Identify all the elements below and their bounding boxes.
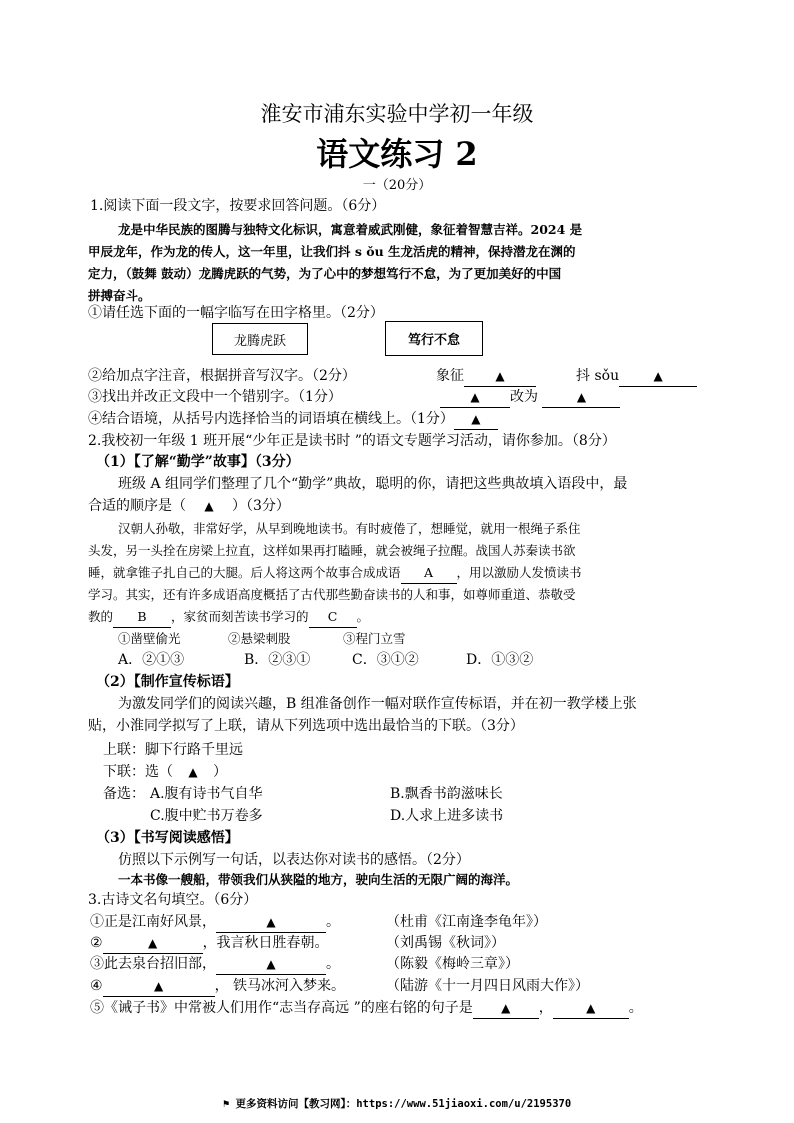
- poem-source-3: （陈毅《梅岭三章》）: [386, 956, 519, 972]
- label-xiangzheng: 象征: [436, 368, 464, 384]
- story-text: ，用以激励人发愤读书: [456, 565, 582, 580]
- story-line: [88, 563, 582, 584]
- poem-source-2: （刘禹锡《秋词》）: [386, 935, 505, 951]
- q1-sub3: ③找出并改正文段中一个错别字。（1分）: [88, 389, 342, 405]
- q2-part1-title: （1）【了解“勤学”故事】（3分）: [96, 454, 300, 470]
- q1-sub1: ①请任选下面的一幅字临写在田字格里。（2分）: [88, 305, 384, 321]
- q1-stem: 1.阅读下面一段文字，按要求回答问题。（6分）: [90, 198, 386, 214]
- couplet-option-a[interactable]: A.腹有诗书气自华: [150, 786, 263, 802]
- couplet-option-d[interactable]: D.人求上进多读书: [390, 808, 504, 824]
- poem-line-3: [90, 954, 340, 975]
- poem-text: ，我言秋日胜春朝。: [202, 935, 329, 951]
- couplet-option-b[interactable]: B.飘香书韵滋味长: [390, 786, 503, 802]
- idiom-option: ③程门立雪: [343, 631, 406, 646]
- poem-text: 。: [628, 1000, 643, 1016]
- q2-part1-line: [88, 496, 290, 516]
- answer-blank[interactable]: [216, 912, 326, 933]
- story-line: 汉朝人孙敬，非常好学，从早到晚地读书。有时疲倦了，想睡觉，就用一根绳子系住: [118, 521, 581, 536]
- story-line: [88, 607, 369, 628]
- calligraphy-box-1-text: 龙腾虎跃: [233, 333, 286, 349]
- story-text: 教的: [88, 609, 114, 624]
- page-title: 语文练习 2: [316, 135, 478, 173]
- calligraphy-box-2[interactable]: [385, 321, 483, 356]
- story-text: 睡，就拿锥子扎自己的大腿。后人将这两个故事合成成语: [88, 565, 401, 580]
- couplet-lower: [103, 762, 227, 782]
- q1-paragraph-line: 龙是中华民族的图腾与独特文化标识，寓意着威武刚健，象征着智慧吉祥。2024 是: [118, 222, 583, 237]
- story-line: 学习。其实，还有许多成语高度概括了古代那些勤奋读书的人和事，如尊师重道、恭敬受: [88, 587, 576, 602]
- q3-stem: 3.古诗文名句填空。（6分）: [88, 892, 258, 908]
- choice-c[interactable]: C．③①②: [352, 652, 419, 668]
- q1-sub2: ②给加点字注音，根据拼音写汉字。（2分）: [88, 368, 356, 384]
- poem-text: ，: [538, 1000, 553, 1016]
- q1-paragraph-line: 拼搏奋斗。: [88, 288, 151, 303]
- q2-part2-line: 贴，小淮同学拟写了上联，请从下列选项中选出最恰当的下联。（3分）: [88, 718, 524, 734]
- q2-part2-title: （2）【制作宣传标语】: [96, 674, 239, 690]
- school-heading: 淮安市浦东实验中学初一年级: [260, 102, 534, 126]
- footer-text: 更多资料访问【教习网】：https://www.51jiaoxi.com/u/2195370: [235, 1098, 572, 1110]
- couplet-lower-text: ）: [213, 764, 227, 780]
- couplet-upper: 上联：脚下行路千里远: [103, 742, 243, 758]
- answer-marker: ▲: [204, 499, 214, 513]
- poem-text: 。: [326, 956, 340, 972]
- couplet-lower-text: 下联：选（: [103, 764, 173, 780]
- q2-part3-example: 一本书像一艘船，带领我们从狭隘的地方，驶向生活的无限广阔的海洋。: [118, 872, 519, 887]
- flag-icon: ⚑: [222, 1098, 230, 1110]
- answer-blank[interactable]: [216, 954, 326, 975]
- answer-blank[interactable]: [454, 409, 498, 430]
- calligraphy-box-2-text: 笃行不怠: [407, 333, 460, 348]
- answer-marker: ▲: [471, 412, 481, 426]
- couplet-option-c[interactable]: C.腹中贮书万卷多: [150, 808, 263, 824]
- q2-part1-text: 合适的顺序是（: [88, 498, 186, 514]
- answer-marker: ▲: [188, 765, 198, 779]
- story-text: 。: [356, 609, 370, 624]
- poem-text: ①正是江南好风景，: [90, 914, 216, 930]
- answer-blank[interactable]: [619, 366, 697, 387]
- options-label: 备选：: [103, 786, 145, 802]
- q1-paragraph-line: 甲辰龙年，作为龙的传人，这一年里，让我们抖 s ǒu 生龙活虎的精神，保持潜龙在渊的: [88, 244, 576, 259]
- blank-b[interactable]: [113, 607, 171, 628]
- label-gaiwei: 改为: [510, 389, 538, 405]
- blank-c-label: C: [327, 609, 338, 624]
- q2-part1-line: 班级 A 组同学们整理了几个“勤学”典故，聪明的你，请把这些典故填入语段中，最: [118, 476, 628, 492]
- answer-marker: ▲: [470, 390, 480, 404]
- poem-text: ， 铁马冰河入梦来。: [214, 978, 346, 994]
- answer-blank[interactable]: [464, 366, 536, 387]
- q2-part3-line: 仿照以下示例写一句话，以表达你对读书的感悟。（2分）: [118, 852, 470, 868]
- idiom-option: ②悬梁刺股: [228, 631, 291, 646]
- q1-sub4: [88, 409, 498, 430]
- blank-c[interactable]: [309, 607, 357, 628]
- poem-text: ②: [90, 935, 103, 951]
- answer-blank[interactable]: [103, 976, 215, 997]
- q2-stem: 2.我校初一年级 1 班开展“少年正是读书时 ”的语文专题学习活动，请你参加。（8分）: [88, 433, 616, 449]
- answer-blank[interactable]: [103, 933, 203, 954]
- answer-marker: ▲: [266, 915, 276, 929]
- choice-a[interactable]: A．②①③: [118, 652, 185, 668]
- poem-source-4: （陆游《十一月四日风雨大作》）: [386, 978, 589, 994]
- q1-sub4-text: ④结合语境，从括号内选择恰当的词语填在横线上。（1分）: [88, 411, 454, 427]
- answer-marker: ▲: [147, 936, 158, 950]
- answer-marker: ▲: [501, 1001, 511, 1015]
- answer-blank[interactable]: [542, 387, 620, 408]
- answer-marker: ▲: [266, 957, 276, 971]
- poem-line-1: [90, 912, 340, 933]
- blank-b-label: B: [137, 609, 147, 624]
- q2-part1-text: ）（3分）: [232, 498, 290, 514]
- answer-blank[interactable]: [553, 998, 629, 1019]
- q1-paragraph-line: 定力，（鼓舞 鼓动）龙腾虎跃的气势，为了心中的梦想笃行不怠，为了更加美好的中国: [88, 266, 562, 281]
- blank-a[interactable]: [401, 563, 457, 584]
- poem-line-5: [90, 998, 643, 1019]
- section-score: 一（20分）: [362, 178, 432, 193]
- poem-text: ⑤《诫子书》中常被人们用作“志当存高远 ”的座右铭的句子是: [90, 1000, 473, 1016]
- answer-blank[interactable]: [173, 762, 213, 782]
- poem-text: ③此去泉台招旧部，: [90, 956, 216, 972]
- q1-sub2-answer-a: [436, 366, 536, 387]
- label-dou-sou: 抖 sǒu: [576, 368, 620, 384]
- idiom-option: ①凿壁偷光: [118, 631, 181, 646]
- q1-sub2-answer-b: [576, 366, 697, 387]
- calligraphy-box-1[interactable]: [212, 323, 308, 355]
- q2-part2-line: 为激发同学们的阅读兴趣，B 组准备创作一幅对联作宣传标语，并在初一教学楼上张: [118, 696, 637, 712]
- answer-marker: ▲: [576, 390, 587, 404]
- answer-marker: ▲: [495, 369, 505, 383]
- answer-marker: ▲: [653, 369, 663, 383]
- q1-sub3-answer: [440, 387, 620, 408]
- blank-a-label: A: [424, 565, 434, 580]
- answer-blank[interactable]: [440, 387, 510, 408]
- choice-b[interactable]: B．②③①: [244, 652, 311, 668]
- poem-line-4: [90, 976, 345, 997]
- answer-blank[interactable]: [186, 496, 232, 516]
- answer-marker: ▲: [586, 1001, 596, 1015]
- poem-line-2: [90, 933, 329, 954]
- poem-text: ④: [90, 978, 103, 994]
- story-text: ，家贫而刻苦读书学习的: [171, 609, 309, 624]
- footer-link[interactable]: [0, 1096, 794, 1111]
- poem-text: 。: [326, 914, 340, 930]
- choice-d[interactable]: D．①③②: [466, 652, 534, 668]
- q2-part3-title: （3）【书写阅读感悟】: [96, 830, 239, 846]
- story-line: 头发，另一头拴在房梁上拉直，这样如果再打瞌睡，就会被绳子拉醒。战国人苏秦读书欲: [88, 543, 576, 558]
- answer-blank[interactable]: [473, 998, 539, 1019]
- answer-marker: ▲: [153, 979, 164, 993]
- poem-source-1: （杜甫《江南逢李龟年》）: [386, 914, 547, 930]
